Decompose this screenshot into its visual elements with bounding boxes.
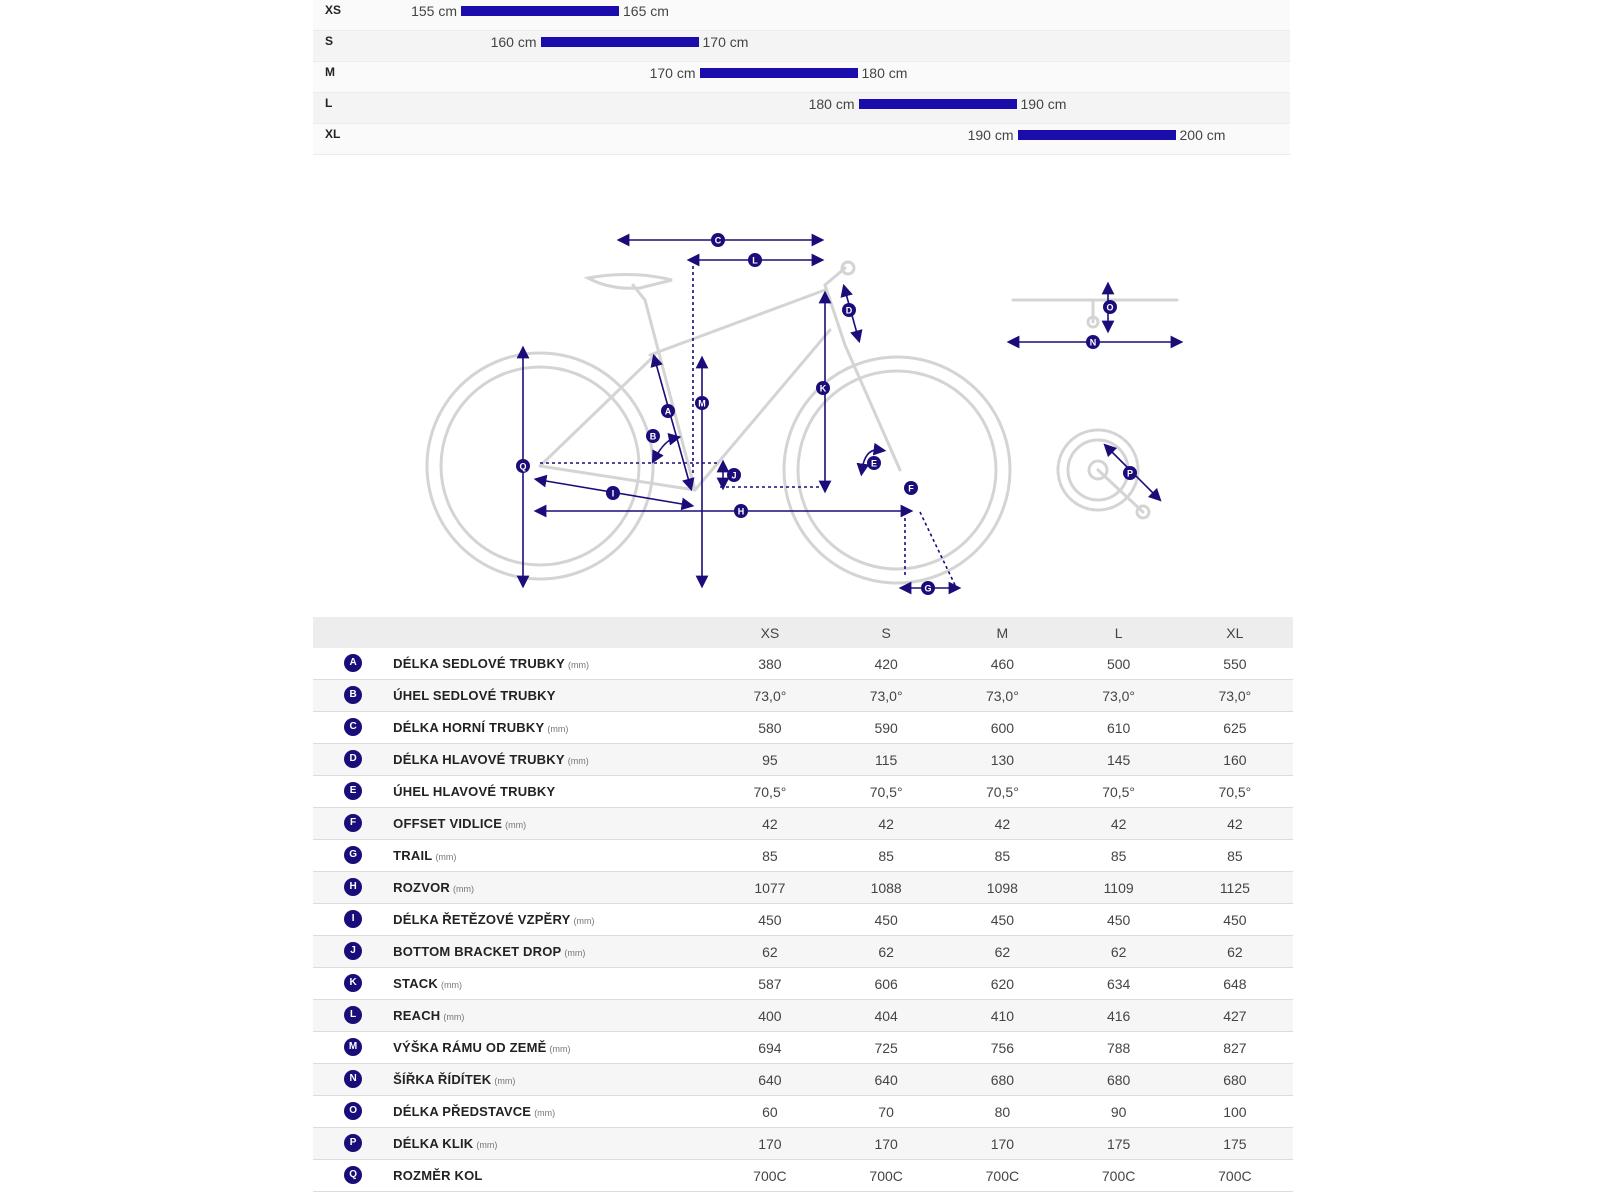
param-name: ROZVOR [393,879,450,895]
header-empty-badge [313,617,393,648]
marker-badge: O [344,1102,362,1120]
header-size-s: S [881,624,891,641]
marker-letter: B [649,431,657,442]
range-max-label: 165 cm [623,3,669,19]
marker-badge: D [344,750,362,768]
param-name: DÉLKA KLIK [393,1135,474,1151]
param-cell [393,680,712,712]
marker-badge: M [344,1038,362,1056]
marker-q [516,459,530,473]
marker-letter: F [908,483,914,494]
value-cell: 62 [762,943,778,960]
param-name: ROZMĚR KOL [393,1167,483,1183]
value-cell: 73,0° [1102,687,1136,704]
value-cell: 62 [1227,943,1243,960]
header-size-xs: XS [760,624,780,641]
marker-b [646,429,660,443]
marker-letter: L [752,255,758,266]
table-row [313,936,1293,968]
value-cell: 587 [758,975,782,992]
param-unit: (mm) [564,947,586,958]
value-cell: 640 [758,1071,782,1088]
param-name: BOTTOM BRACKET DROP [393,943,562,959]
param-cell [393,840,712,872]
marker-badge: I [344,910,362,928]
marker-letter: E [870,458,878,469]
param-name: TRAIL [393,847,433,863]
value-cell: 100 [1223,1103,1247,1120]
table-row [313,968,1293,1000]
param-name: STACK [393,975,438,991]
value-cell: 694 [758,1039,782,1056]
value-cell: 85 [994,847,1011,864]
value-cell: 416 [1106,1007,1131,1024]
value-cell: 170 [874,1135,898,1152]
range-min-label: 170 cm [649,65,696,81]
param-cell [393,648,712,680]
value-cell: 700C [985,1167,1020,1184]
marker-l [748,253,762,267]
table-row [313,712,1293,744]
table-row [313,776,1293,808]
param-cell [393,744,712,776]
value-cell: 62 [878,943,894,960]
table-row [313,680,1293,712]
value-cell: 80 [994,1103,1011,1120]
bike-frame-outline [427,262,1177,583]
value-cell: 160 [1223,751,1247,768]
header-size-l: L [1114,624,1123,641]
badge-cell [313,840,393,872]
value-cell: 73,0° [985,687,1019,704]
value-cell: 90 [1110,1103,1127,1120]
value-cell: 590 [874,719,898,736]
value-cell: 680 [1223,1071,1247,1088]
value-cell: 62 [1110,943,1127,960]
table-header-row [313,617,1293,648]
value-cell: 70,5° [753,783,787,800]
badge-cell [313,648,393,680]
range-min-label: 190 cm [967,127,1014,143]
marker-badge: L [344,1006,362,1024]
marker-badge: H [344,878,362,896]
badge-cell [313,1160,393,1192]
value-cell: 85 [1227,847,1243,864]
value-cell: 85 [1110,847,1127,864]
marker-d [842,303,856,317]
badge-cell [313,968,393,1000]
badge-cell [313,744,393,776]
param-cell [393,712,712,744]
badge-cell [313,1000,393,1032]
marker-letter: M [698,398,706,409]
value-cell: 450 [758,911,782,928]
marker-o [1103,300,1117,314]
value-cell: 450 [1223,911,1247,928]
value-cell: 634 [1106,975,1131,992]
badge-cell [313,1096,393,1128]
size-label: S [325,34,334,48]
range-max-label: 180 cm [861,65,908,81]
marker-j [727,468,741,482]
value-cell: 404 [874,1007,898,1024]
param-unit: (mm) [435,851,457,862]
value-cell: 95 [762,751,778,768]
value-cell: 73,0° [1218,687,1252,704]
value-cell: 700C [869,1167,903,1184]
table-row [313,1032,1293,1064]
badge-cell [313,808,393,840]
marker-badge: G [344,846,362,864]
value-cell: 606 [874,975,898,992]
badge-cell [313,1128,393,1160]
value-cell: 170 [990,1135,1015,1152]
param-name: OFFSET VIDLICE [393,815,503,831]
badge-cell [313,712,393,744]
marker-badge: C [344,718,362,736]
marker-badge: B [344,686,362,704]
marker-letter: P [1126,468,1134,479]
value-cell: 400 [758,1007,782,1024]
value-cell: 700C [753,1167,787,1184]
marker-badge: E [344,782,362,800]
geometry-table [313,617,1293,1192]
marker-h [734,504,748,518]
value-cell: 42 [1110,815,1127,832]
value-cell: 420 [874,655,898,672]
param-cell [393,1128,712,1160]
param-name: ŠÍŘKA ŘÍDÍTEK [393,1071,492,1087]
value-cell: 170 [758,1135,782,1152]
param-unit: (mm) [443,1011,465,1022]
table-row [313,1128,1293,1160]
header-size-xl: XL [1226,624,1244,641]
table-row [313,808,1293,840]
value-cell: 450 [990,911,1015,928]
param-name: ÚHEL HLAVOVÉ TRUBKY [393,783,556,799]
param-unit: (mm) [440,979,462,990]
param-unit: (mm) [534,1107,556,1118]
range-max-label: 200 cm [1179,127,1226,143]
table-row [313,840,1293,872]
badge-cell [313,680,393,712]
table-row [313,1096,1293,1128]
marker-badge: J [344,942,362,960]
range-max-label: 170 cm [702,34,749,50]
param-unit: (mm) [494,1075,516,1086]
param-cell [393,968,712,1000]
param-name: VÝŠKA RÁMU OD ZEMĚ [393,1039,547,1055]
param-name: ÚHEL SEDLOVÉ TRUBKY [393,687,556,703]
range-min-label: 160 cm [490,34,537,50]
value-cell: 1109 [1103,879,1134,896]
value-cell: 648 [1223,975,1247,992]
marker-n [1086,335,1100,349]
marker-k [816,381,830,395]
marker-letter: K [819,383,827,394]
badge-cell [313,1032,393,1064]
badge-cell [313,776,393,808]
param-cell [393,1000,712,1032]
param-cell [393,1160,712,1192]
marker-a [661,404,675,418]
value-cell: 145 [1106,751,1131,768]
param-cell [393,904,712,936]
value-cell: 175 [1106,1135,1131,1152]
marker-f [904,481,918,495]
param-unit: (mm) [567,755,589,766]
value-cell: 427 [1223,1007,1247,1024]
marker-letter: J [731,470,737,481]
param-unit: (mm) [573,915,595,926]
value-cell: 73,0° [753,687,787,704]
marker-m [695,396,709,410]
value-cell: 42 [762,815,778,832]
value-cell: 640 [874,1071,898,1088]
value-cell: 500 [1106,655,1131,672]
param-cell [393,1064,712,1096]
param-cell [393,808,712,840]
marker-g [921,581,935,595]
marker-letter: D [845,305,853,316]
value-cell: 62 [994,943,1011,960]
range-min-label: 180 cm [808,96,855,112]
value-cell: 70,5° [869,783,903,800]
header-size-m: M [996,624,1009,641]
param-cell [393,872,712,904]
marker-letter: H [737,506,745,517]
param-name: DÉLKA HORNÍ TRUBKY [393,719,545,735]
value-cell: 70 [878,1103,894,1120]
value-cell: 700C [1218,1167,1252,1184]
value-cell: 550 [1223,655,1247,672]
size-label: XS [325,3,342,17]
param-name: DÉLKA HLAVOVÉ TRUBKY [393,751,565,767]
value-cell: 130 [990,751,1015,768]
range-min-label: 155 cm [411,3,457,19]
value-cell: 1088 [870,879,902,896]
marker-letter: O [1106,302,1114,313]
marker-badge: N [344,1070,362,1088]
value-cell: 600 [990,719,1015,736]
param-unit: (mm) [547,723,569,734]
marker-badge: K [344,974,362,992]
param-name: DÉLKA ŘETĚZOVÉ VZPĚRY [393,911,571,927]
marker-letter: C [714,235,722,246]
table-row [313,1160,1293,1192]
value-cell: 410 [990,1007,1015,1024]
value-cell: 380 [758,655,782,672]
param-cell [393,936,712,968]
value-cell: 625 [1223,719,1247,736]
value-cell: 1077 [754,879,786,896]
param-name: REACH [393,1007,441,1023]
marker-badge: F [344,814,362,832]
value-cell: 580 [758,719,782,736]
marker-letter: I [611,488,615,499]
value-cell: 70,5° [1102,783,1136,800]
param-cell [393,776,712,808]
marker-i [606,486,620,500]
table-row [313,904,1293,936]
value-cell: 175 [1223,1135,1247,1152]
value-cell: 42 [994,815,1011,832]
value-cell: 70,5° [985,783,1019,800]
size-label: XL [325,127,341,141]
table-row [313,1000,1293,1032]
value-cell: 756 [990,1039,1015,1056]
badge-cell [313,936,393,968]
param-unit: (mm) [452,883,474,894]
table-row [313,1064,1293,1096]
table-row [313,872,1293,904]
measurement-lines [523,240,1177,588]
marker-letter: N [1089,337,1097,348]
header-empty-name [393,617,712,648]
badge-cell [313,904,393,936]
marker-badge: A [344,654,362,672]
value-cell: 85 [878,847,894,864]
value-cell: 85 [762,847,778,864]
marker-letter: A [664,406,672,417]
value-cell: 680 [1106,1071,1131,1088]
value-cell: 70,5° [1218,783,1252,800]
badge-cell [313,1064,393,1096]
value-cell: 827 [1223,1039,1247,1056]
value-cell: 73,0° [869,687,903,704]
value-cell: 1125 [1219,879,1250,896]
badge-cell [313,872,393,904]
value-cell: 700C [1101,1167,1136,1184]
marker-letter: G [924,583,932,594]
table-row [313,744,1293,776]
param-name: DÉLKA PŘEDSTAVCE [393,1103,532,1119]
value-cell: 610 [1106,719,1131,736]
param-cell [393,1032,712,1064]
value-cell: 450 [874,911,898,928]
size-label: M [325,65,335,79]
marker-badge: P [344,1134,362,1152]
marker-badge: Q [344,1166,362,1184]
size-label: L [325,96,333,110]
value-cell: 788 [1106,1039,1131,1056]
value-cell: 680 [990,1071,1015,1088]
marker-e [867,456,881,470]
marker-c [711,233,725,247]
value-cell: 42 [878,815,894,832]
param-unit: (mm) [505,819,527,830]
value-cell: 725 [874,1039,898,1056]
marker-p [1123,466,1137,480]
param-unit: (mm) [476,1139,498,1150]
table-row [313,648,1293,680]
value-cell: 60 [762,1103,778,1120]
value-cell: 460 [990,655,1015,672]
marker-letter: Q [519,461,527,472]
range-max-label: 190 cm [1020,96,1067,112]
param-unit: (mm) [549,1043,571,1054]
param-cell [393,1096,712,1128]
param-name: DÉLKA SEDLOVÉ TRUBKY [393,655,565,671]
value-cell: 42 [1227,815,1243,832]
value-cell: 450 [1106,911,1131,928]
value-cell: 115 [874,751,898,768]
param-unit: (mm) [567,659,589,670]
value-cell: 620 [990,975,1015,992]
value-cell: 1098 [986,879,1018,896]
